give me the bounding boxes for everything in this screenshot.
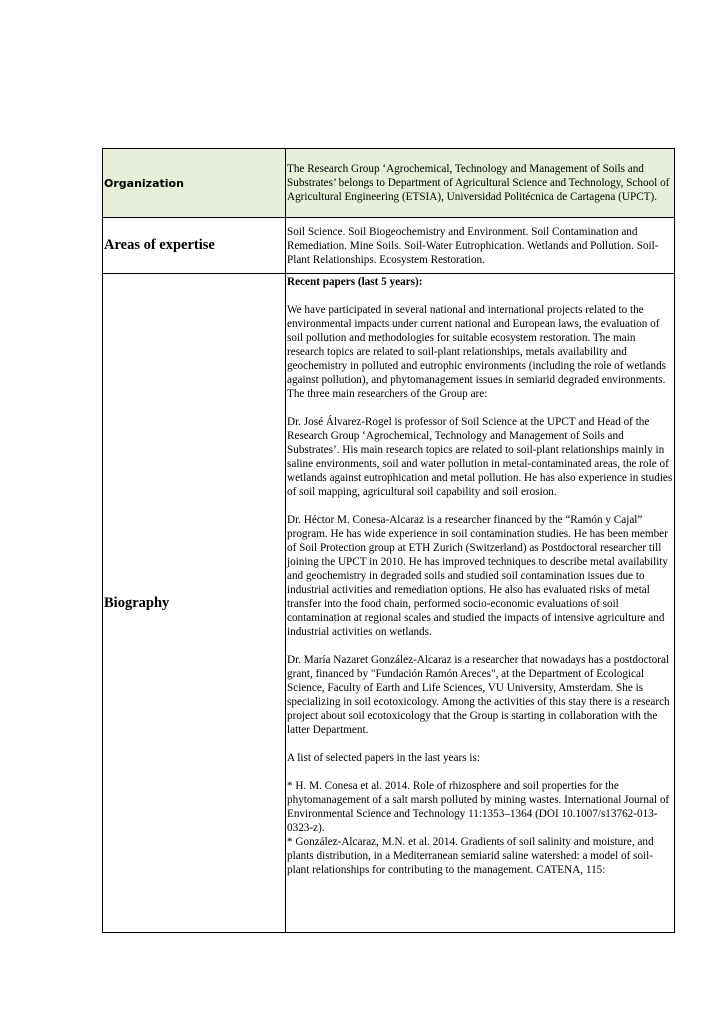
areas-value: Soil Science. Soil Biogeochemistry and Environment. Soil Contamination and Remediation. Mine Soils. Soil-Water Eutrophication. Wetlands and Pollution. Soil-Plant Relationships. Ecosystem Restoration. — [287, 225, 659, 266]
bio-paragraph-conesa-alcaraz: Dr. Héctor M. Conesa-Alcaraz is a researcher financed by the “Ramón y Cajal” program. He has wide experience in soil contamination studies. He has been member of Soil Protection group at ETH Zurich (Switzerland) as Postdoctoral researcher till joining the UPCT in 2010. He has improved techniques to describe metal availability and geochemistry in degraded soils and studied soil contamination issues due to industrial activities and remediation options. He also has evaluated risks of metal transfer into the food chain, performed socio-economic evaluations of soil contamination at regional scales and studied the impacts of intensive agriculture and industrial activities on wetlands. — [287, 514, 669, 638]
areas-value-cell — [286, 218, 675, 274]
paper-reference: * H. M. Conesa et al. 2014. Role of rhizosphere and soil properties for the phytomanagement of a salt marsh polluted by mining wastes. International Journal of Environmental Science and Technology 11:1353–1364 (DOI 10.1007/s13762-013-0323-z). — [287, 780, 670, 834]
paper-reference: * González-Alcaraz, M.N. et al. 2014. Gradients of soil salinity and moisture, and plants distribution, in a Mediterranean semiarid saline watershed: a model of soil-plant relationships for contributing to the management. CATENA, 115: — [287, 836, 654, 876]
biography-content — [286, 274, 674, 931]
organization-label: Organization — [104, 176, 184, 190]
bio-paragraph-gonzalez-alcaraz: Dr. María Nazaret González-Alcaraz is a researcher that nowadays has a postdoctoral grant, financed by "Fundación Ramón Areces", at the Department of Ecological Science, Faculty of Earth and Life Sciences, VU University, Amsterdam. She is specializing in soil ecotoxicology. Among the activities of this stay there is a research project about soil ecotoxicology that the Group is starting in collaboration with the latter Department. — [287, 654, 670, 736]
areas-row — [103, 218, 675, 274]
organization-label-cell — [103, 149, 286, 218]
biography-value-cell — [286, 274, 675, 933]
organization-value: The Research Group ‘Agrochemical, Technology and Management of Soils and Substrates’ belongs to Department of Agricultural Science and Technology, School of Agricultural Engineering (ETSIA), Universidad Politécnica de Cartagena (UPCT). — [287, 163, 670, 203]
organization-value-cell — [286, 149, 675, 218]
bio-paragraph-alvarez-rogel: Dr. José Álvarez-Rogel is professor of Soil Science at the UPCT and Head of the Research Group ‘Agrochemical, Technology and Management of Soils and Substrates’. His main research topics are related to soil-plant relationships mainly in saline environments, soil and water pollution in metal-contaminated areas, the role of wetlands against eutrophication and metal pollution. He has also experience in studies of soil mapping, agricultural soil capability and soil erosion. — [287, 416, 673, 498]
profile-table — [102, 148, 675, 933]
areas-label: Areas of expertise — [104, 237, 215, 253]
papers-list-intro: A list of selected papers in the last years is: — [287, 752, 480, 764]
recent-papers-heading: Recent papers (last 5 years): — [287, 276, 423, 288]
areas-label-cell — [103, 218, 286, 274]
biography-label-cell — [103, 274, 286, 933]
bio-paragraph-group-overview: We have participated in several national and international projects related to the environmental impacts under current national and European laws, the evaluation of soil pollution and methodologies for suitable ecosystem restoration. The main research topics are related to soil-plant relationships, metals availability and geochemistry in polluted and eutrophic environments (including the role of wetlands against pollution), and phytomanagement issues in semiarid degraded environments. The three main researchers of the Group are: — [287, 304, 667, 400]
organization-row — [103, 149, 675, 218]
biography-row — [103, 274, 675, 933]
biography-label: Biography — [104, 594, 170, 611]
